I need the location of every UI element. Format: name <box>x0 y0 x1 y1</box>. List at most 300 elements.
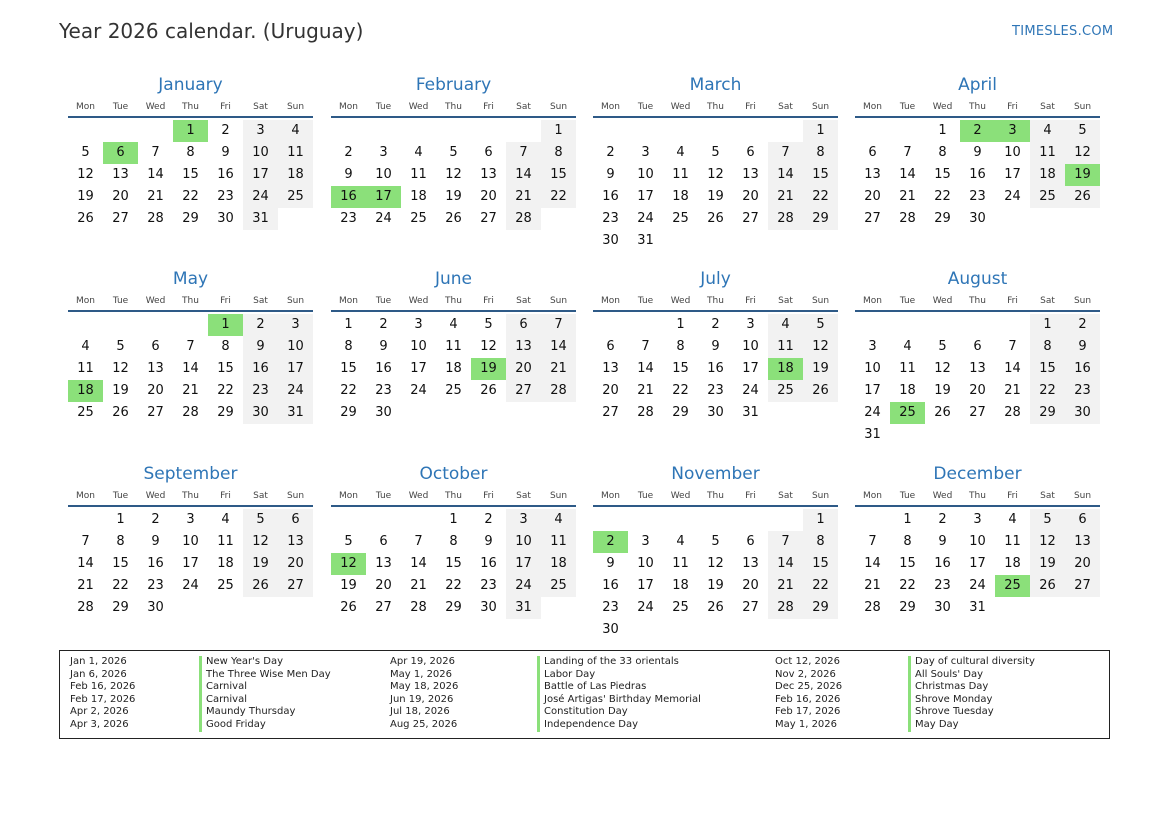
month-name: July <box>700 269 731 289</box>
day-cell: 7 <box>768 531 803 553</box>
weekday-header: Fri <box>220 102 231 112</box>
holiday-day-cell: 2 <box>593 531 628 553</box>
day-cell: 30 <box>480 600 497 615</box>
day-cell: 5 <box>243 509 278 531</box>
weekday-header: Mon <box>863 102 882 112</box>
month-september <box>68 464 313 644</box>
day-cell: 19 <box>112 383 129 398</box>
weekday-header: Wed <box>408 296 429 306</box>
holiday-date: Jan 6, 2026 <box>70 668 127 680</box>
day-cell: 5 <box>449 145 458 160</box>
weekday-header: Fri <box>1007 102 1018 112</box>
day-cell: 29 <box>803 208 838 230</box>
day-cell: 3 <box>278 314 313 336</box>
day-cell: 3 <box>506 509 541 531</box>
holiday-day-cell: 16 <box>331 186 366 208</box>
weekday-header: Wed <box>932 102 953 112</box>
day-cell: 16 <box>1065 358 1100 380</box>
day-cell: 12 <box>1030 531 1065 553</box>
day-cell: 13 <box>375 556 392 571</box>
day-cell: 27 <box>375 600 392 615</box>
day-cell: 30 <box>1065 402 1100 424</box>
weekday-header: Sun <box>286 491 305 501</box>
day-cell: 8 <box>803 142 838 164</box>
weekday-header: Thu <box>707 296 724 306</box>
day-cell: 9 <box>973 145 982 160</box>
day-cell: 6 <box>278 509 313 531</box>
day-cell: 21 <box>147 189 164 204</box>
day-cell: 25 <box>672 211 689 226</box>
day-cell: 2 <box>151 512 160 527</box>
day-cell: 7 <box>641 339 650 354</box>
day-cell: 8 <box>803 531 838 553</box>
day-cell: 5 <box>803 314 838 336</box>
holiday-day-cell: 3 <box>995 120 1030 142</box>
day-cell: 5 <box>1030 509 1065 531</box>
day-cell: 4 <box>768 314 803 336</box>
month-name: September <box>143 464 238 484</box>
month-header-rule <box>593 505 838 507</box>
day-cell: 22 <box>1030 380 1065 402</box>
day-cell: 21 <box>864 578 881 593</box>
day-cell: 10 <box>278 336 313 358</box>
day-cell: 20 <box>969 383 986 398</box>
day-cell: 12 <box>1065 142 1100 164</box>
day-cell: 6 <box>746 534 755 549</box>
day-cell: 31 <box>742 405 759 420</box>
day-cell: 30 <box>934 600 951 615</box>
holiday-name: Good Friday <box>206 718 266 730</box>
day-cell: 22 <box>899 578 916 593</box>
weekday-header: Sun <box>549 296 568 306</box>
weekday-header: Thu <box>445 491 462 501</box>
day-cell: 23 <box>217 189 234 204</box>
day-cell: 1 <box>938 123 947 138</box>
holiday-list <box>59 650 1110 739</box>
day-cell: 22 <box>803 186 838 208</box>
month-february <box>331 75 576 255</box>
weekday-header: Sat <box>253 491 268 501</box>
weekday-header: Sun <box>549 102 568 112</box>
month-name: November <box>671 464 760 484</box>
day-cell: 6 <box>746 145 755 160</box>
day-cell: 19 <box>243 553 278 575</box>
weekday-header: Fri <box>220 491 231 501</box>
day-cell: 24 <box>506 575 541 597</box>
day-cell: 6 <box>1065 509 1100 531</box>
weekday-header: Fri <box>745 491 756 501</box>
day-cell: 22 <box>672 383 689 398</box>
day-cell: 22 <box>445 578 462 593</box>
day-cell: 13 <box>742 167 759 182</box>
day-cell: 24 <box>637 600 654 615</box>
day-cell: 25 <box>768 380 803 402</box>
holiday-date: Jul 18, 2026 <box>390 706 450 718</box>
day-cell: 30 <box>243 402 278 424</box>
day-cell: 13 <box>864 167 881 182</box>
month-name: December <box>933 464 1022 484</box>
day-cell: 10 <box>506 531 541 553</box>
day-cell: 3 <box>868 339 877 354</box>
day-cell: 22 <box>340 383 357 398</box>
day-cell: 11 <box>541 531 576 553</box>
day-cell: 4 <box>676 534 685 549</box>
weekday-header: Sun <box>549 491 568 501</box>
day-cell: 19 <box>77 189 94 204</box>
day-cell: 25 <box>278 186 313 208</box>
day-cell: 9 <box>379 339 388 354</box>
holiday-name: Carnival <box>206 681 247 693</box>
day-cell: 5 <box>344 534 353 549</box>
day-cell: 12 <box>480 339 497 354</box>
day-cell: 1 <box>344 317 353 332</box>
holiday-date: Nov 2, 2026 <box>775 668 836 680</box>
day-cell: 5 <box>484 317 493 332</box>
day-cell: 2 <box>711 317 720 332</box>
day-cell: 26 <box>340 600 357 615</box>
day-cell: 29 <box>182 211 199 226</box>
day-cell: 16 <box>147 556 164 571</box>
day-cell: 24 <box>1004 189 1021 204</box>
site-brand-link[interactable]: TIMESLES.COM <box>1012 24 1114 39</box>
weekday-header: Thu <box>445 296 462 306</box>
holiday-name: The Three Wise Men Day <box>206 668 331 680</box>
weekday-header: Sun <box>1073 296 1092 306</box>
weekday-header: Sat <box>253 102 268 112</box>
weekday-header: Sat <box>1040 296 1055 306</box>
holiday-day-cell: 25 <box>890 402 925 424</box>
weekday-header: Fri <box>745 102 756 112</box>
day-cell: 16 <box>707 361 724 376</box>
day-cell: 10 <box>1004 145 1021 160</box>
day-cell: 25 <box>672 600 689 615</box>
day-cell: 26 <box>480 383 497 398</box>
day-cell: 4 <box>81 339 90 354</box>
day-cell: 26 <box>707 600 724 615</box>
day-cell: 8 <box>344 339 353 354</box>
day-cell: 6 <box>868 145 877 160</box>
day-cell: 16 <box>602 578 619 593</box>
holiday-day-cell: 2 <box>960 120 995 142</box>
weekday-header: Tue <box>375 296 392 306</box>
day-cell: 10 <box>637 167 654 182</box>
day-cell: 13 <box>969 361 986 376</box>
day-cell: 3 <box>186 512 195 527</box>
day-cell: 20 <box>506 358 541 380</box>
day-cell: 12 <box>445 167 462 182</box>
day-cell: 4 <box>676 145 685 160</box>
holiday-names-column <box>537 656 701 732</box>
day-cell: 5 <box>711 534 720 549</box>
day-cell: 15 <box>445 556 462 571</box>
day-cell: 7 <box>903 145 912 160</box>
holiday-day-cell: 25 <box>995 575 1030 597</box>
day-cell: 6 <box>379 534 388 549</box>
day-cell: 12 <box>77 167 94 182</box>
month-header-rule <box>331 505 576 507</box>
day-cell: 21 <box>637 383 654 398</box>
day-cell: 20 <box>375 578 392 593</box>
day-cell: 22 <box>217 383 234 398</box>
weekday-header: Fri <box>1007 491 1018 501</box>
day-cell: 28 <box>768 208 803 230</box>
weekday-header: Sat <box>778 296 793 306</box>
holiday-name: Landing of the 33 orientals <box>544 656 679 667</box>
holiday-date: Jan 1, 2026 <box>70 656 127 667</box>
day-cell: 9 <box>221 145 230 160</box>
day-cell: 23 <box>934 578 951 593</box>
weekday-header: Fri <box>483 491 494 501</box>
day-cell: 30 <box>217 211 234 226</box>
holiday-day-cell: 19 <box>471 358 506 380</box>
day-cell: 29 <box>899 600 916 615</box>
weekday-header: Wed <box>145 491 166 501</box>
day-cell: 29 <box>934 211 951 226</box>
weekday-header: Tue <box>112 296 129 306</box>
day-cell: 8 <box>903 534 912 549</box>
weekday-header: Mon <box>339 296 358 306</box>
day-cell: 12 <box>803 336 838 358</box>
day-cell: 6 <box>484 145 493 160</box>
day-cell: 22 <box>182 189 199 204</box>
day-cell: 25 <box>541 575 576 597</box>
weekday-header: Tue <box>637 102 654 112</box>
day-cell: 27 <box>742 211 759 226</box>
holiday-date: Feb 17, 2026 <box>775 706 841 718</box>
day-cell: 9 <box>243 336 278 358</box>
day-cell: 4 <box>1008 512 1017 527</box>
day-cell: 6 <box>606 339 615 354</box>
day-cell: 9 <box>344 167 353 182</box>
day-cell: 26 <box>1030 575 1065 597</box>
day-cell: 28 <box>147 211 164 226</box>
day-cell: 18 <box>278 164 313 186</box>
day-cell: 8 <box>186 145 195 160</box>
day-cell: 23 <box>1065 380 1100 402</box>
day-cell: 18 <box>672 578 689 593</box>
holiday-date: Aug 25, 2026 <box>390 718 458 730</box>
month-name: April <box>958 75 997 95</box>
day-cell: 24 <box>969 578 986 593</box>
day-cell: 16 <box>243 358 278 380</box>
day-cell: 7 <box>151 145 160 160</box>
day-cell: 11 <box>1004 534 1021 549</box>
weekday-header: Sat <box>253 296 268 306</box>
month-name: October <box>419 464 488 484</box>
day-cell: 8 <box>116 534 125 549</box>
month-header-rule <box>855 505 1100 507</box>
holiday-day-cell: 19 <box>1065 164 1100 186</box>
month-july <box>593 269 838 449</box>
weekday-header: Thu <box>445 102 462 112</box>
weekday-header: Tue <box>899 102 916 112</box>
weekday-header: Wed <box>408 491 429 501</box>
day-cell: 1 <box>903 512 912 527</box>
day-cell: 17 <box>506 553 541 575</box>
day-cell: 5 <box>938 339 947 354</box>
weekday-header: Wed <box>145 102 166 112</box>
day-cell: 10 <box>410 339 427 354</box>
day-cell: 6 <box>506 314 541 336</box>
holiday-date: Dec 25, 2026 <box>775 681 843 693</box>
day-cell: 11 <box>278 142 313 164</box>
day-cell: 23 <box>340 211 357 226</box>
day-cell: 7 <box>506 142 541 164</box>
day-cell: 26 <box>243 575 278 597</box>
day-cell: 3 <box>641 145 650 160</box>
day-cell: 4 <box>449 317 458 332</box>
day-cell: 21 <box>768 186 803 208</box>
weekday-header: Thu <box>969 491 986 501</box>
day-cell: 26 <box>934 405 951 420</box>
day-cell: 7 <box>414 534 423 549</box>
day-cell: 5 <box>116 339 125 354</box>
day-cell: 19 <box>803 358 838 380</box>
day-cell: 21 <box>768 575 803 597</box>
day-cell: 8 <box>221 339 230 354</box>
day-cell: 10 <box>243 142 278 164</box>
day-cell: 20 <box>742 578 759 593</box>
day-cell: 9 <box>484 534 493 549</box>
day-cell: 16 <box>480 556 497 571</box>
day-cell: 8 <box>449 534 458 549</box>
day-cell: 19 <box>934 383 951 398</box>
day-cell: 25 <box>217 578 234 593</box>
day-cell: 25 <box>445 383 462 398</box>
day-cell: 24 <box>243 186 278 208</box>
day-cell: 21 <box>182 383 199 398</box>
day-cell: 20 <box>278 553 313 575</box>
month-december <box>855 464 1100 644</box>
day-cell: 7 <box>768 142 803 164</box>
month-january <box>68 75 313 255</box>
day-cell: 29 <box>445 600 462 615</box>
day-cell: 1 <box>803 509 838 531</box>
day-cell: 28 <box>541 380 576 402</box>
day-cell: 7 <box>868 534 877 549</box>
weekday-header: Fri <box>483 296 494 306</box>
day-cell: 21 <box>1004 383 1021 398</box>
month-header-rule <box>331 116 576 118</box>
holiday-date: Feb 17, 2026 <box>70 693 136 705</box>
day-cell: 15 <box>672 361 689 376</box>
holiday-name: Day of cultural diversity <box>915 656 1035 667</box>
day-cell: 18 <box>1004 556 1021 571</box>
day-cell: 11 <box>410 167 427 182</box>
day-cell: 17 <box>742 361 759 376</box>
day-cell: 13 <box>1065 531 1100 553</box>
day-cell: 2 <box>1065 314 1100 336</box>
day-cell: 16 <box>217 167 234 182</box>
day-cell: 4 <box>221 512 230 527</box>
day-cell: 23 <box>480 578 497 593</box>
day-cell: 20 <box>742 189 759 204</box>
day-cell: 6 <box>973 339 982 354</box>
month-header-rule <box>68 505 313 507</box>
day-cell: 1 <box>803 120 838 142</box>
day-cell: 10 <box>637 556 654 571</box>
day-cell: 29 <box>1030 402 1065 424</box>
day-cell: 25 <box>77 405 94 420</box>
weekday-header: Thu <box>969 102 986 112</box>
day-cell: 22 <box>541 186 576 208</box>
day-cell: 25 <box>410 211 427 226</box>
weekday-header: Mon <box>601 296 620 306</box>
day-cell: 17 <box>864 383 881 398</box>
day-cell: 4 <box>1030 120 1065 142</box>
day-cell: 7 <box>541 314 576 336</box>
holiday-day-cell: 18 <box>768 358 803 380</box>
day-cell: 20 <box>864 189 881 204</box>
month-header-rule <box>855 310 1100 312</box>
day-cell: 23 <box>602 211 619 226</box>
day-cell: 26 <box>707 211 724 226</box>
holiday-date: Apr 2, 2026 <box>70 706 129 718</box>
weekday-header: Mon <box>601 491 620 501</box>
day-cell: 24 <box>637 211 654 226</box>
day-cell: 3 <box>973 512 982 527</box>
weekday-header: Wed <box>670 491 691 501</box>
day-cell: 24 <box>410 383 427 398</box>
day-cell: 31 <box>506 597 541 619</box>
day-cell: 27 <box>278 575 313 597</box>
day-cell: 30 <box>602 622 619 637</box>
day-cell: 9 <box>606 167 615 182</box>
day-cell: 28 <box>1004 405 1021 420</box>
weekday-header: Tue <box>637 491 654 501</box>
day-cell: 17 <box>182 556 199 571</box>
day-cell: 8 <box>1030 336 1065 358</box>
day-cell: 19 <box>340 578 357 593</box>
day-cell: 14 <box>899 167 916 182</box>
day-cell: 13 <box>742 556 759 571</box>
day-cell: 20 <box>480 189 497 204</box>
day-cell: 2 <box>484 512 493 527</box>
day-cell: 14 <box>147 167 164 182</box>
weekday-header: Mon <box>339 102 358 112</box>
day-cell: 1 <box>541 120 576 142</box>
day-cell: 13 <box>480 167 497 182</box>
day-cell: 20 <box>147 383 164 398</box>
day-cell: 18 <box>899 383 916 398</box>
weekday-header: Sat <box>778 491 793 501</box>
day-cell: 2 <box>606 145 615 160</box>
day-cell: 18 <box>217 556 234 571</box>
month-header-rule <box>68 310 313 312</box>
weekday-header: Thu <box>707 491 724 501</box>
holiday-names-column <box>908 656 1035 732</box>
day-cell: 12 <box>707 167 724 182</box>
month-header-rule <box>68 116 313 118</box>
weekday-header: Tue <box>899 491 916 501</box>
day-cell: 27 <box>480 211 497 226</box>
day-cell: 27 <box>506 380 541 402</box>
day-cell: 7 <box>81 534 90 549</box>
day-cell: 4 <box>414 145 423 160</box>
weekday-header: Sat <box>1040 102 1055 112</box>
weekday-header: Wed <box>670 102 691 112</box>
holiday-day-cell: 17 <box>366 186 401 208</box>
day-cell: 18 <box>445 361 462 376</box>
day-cell: 15 <box>217 361 234 376</box>
day-cell: 11 <box>1030 142 1065 164</box>
day-cell: 13 <box>112 167 129 182</box>
day-cell: 11 <box>672 167 689 182</box>
weekday-header: Sun <box>286 102 305 112</box>
day-cell: 26 <box>445 211 462 226</box>
day-cell: 17 <box>278 358 313 380</box>
day-cell: 2 <box>344 145 353 160</box>
